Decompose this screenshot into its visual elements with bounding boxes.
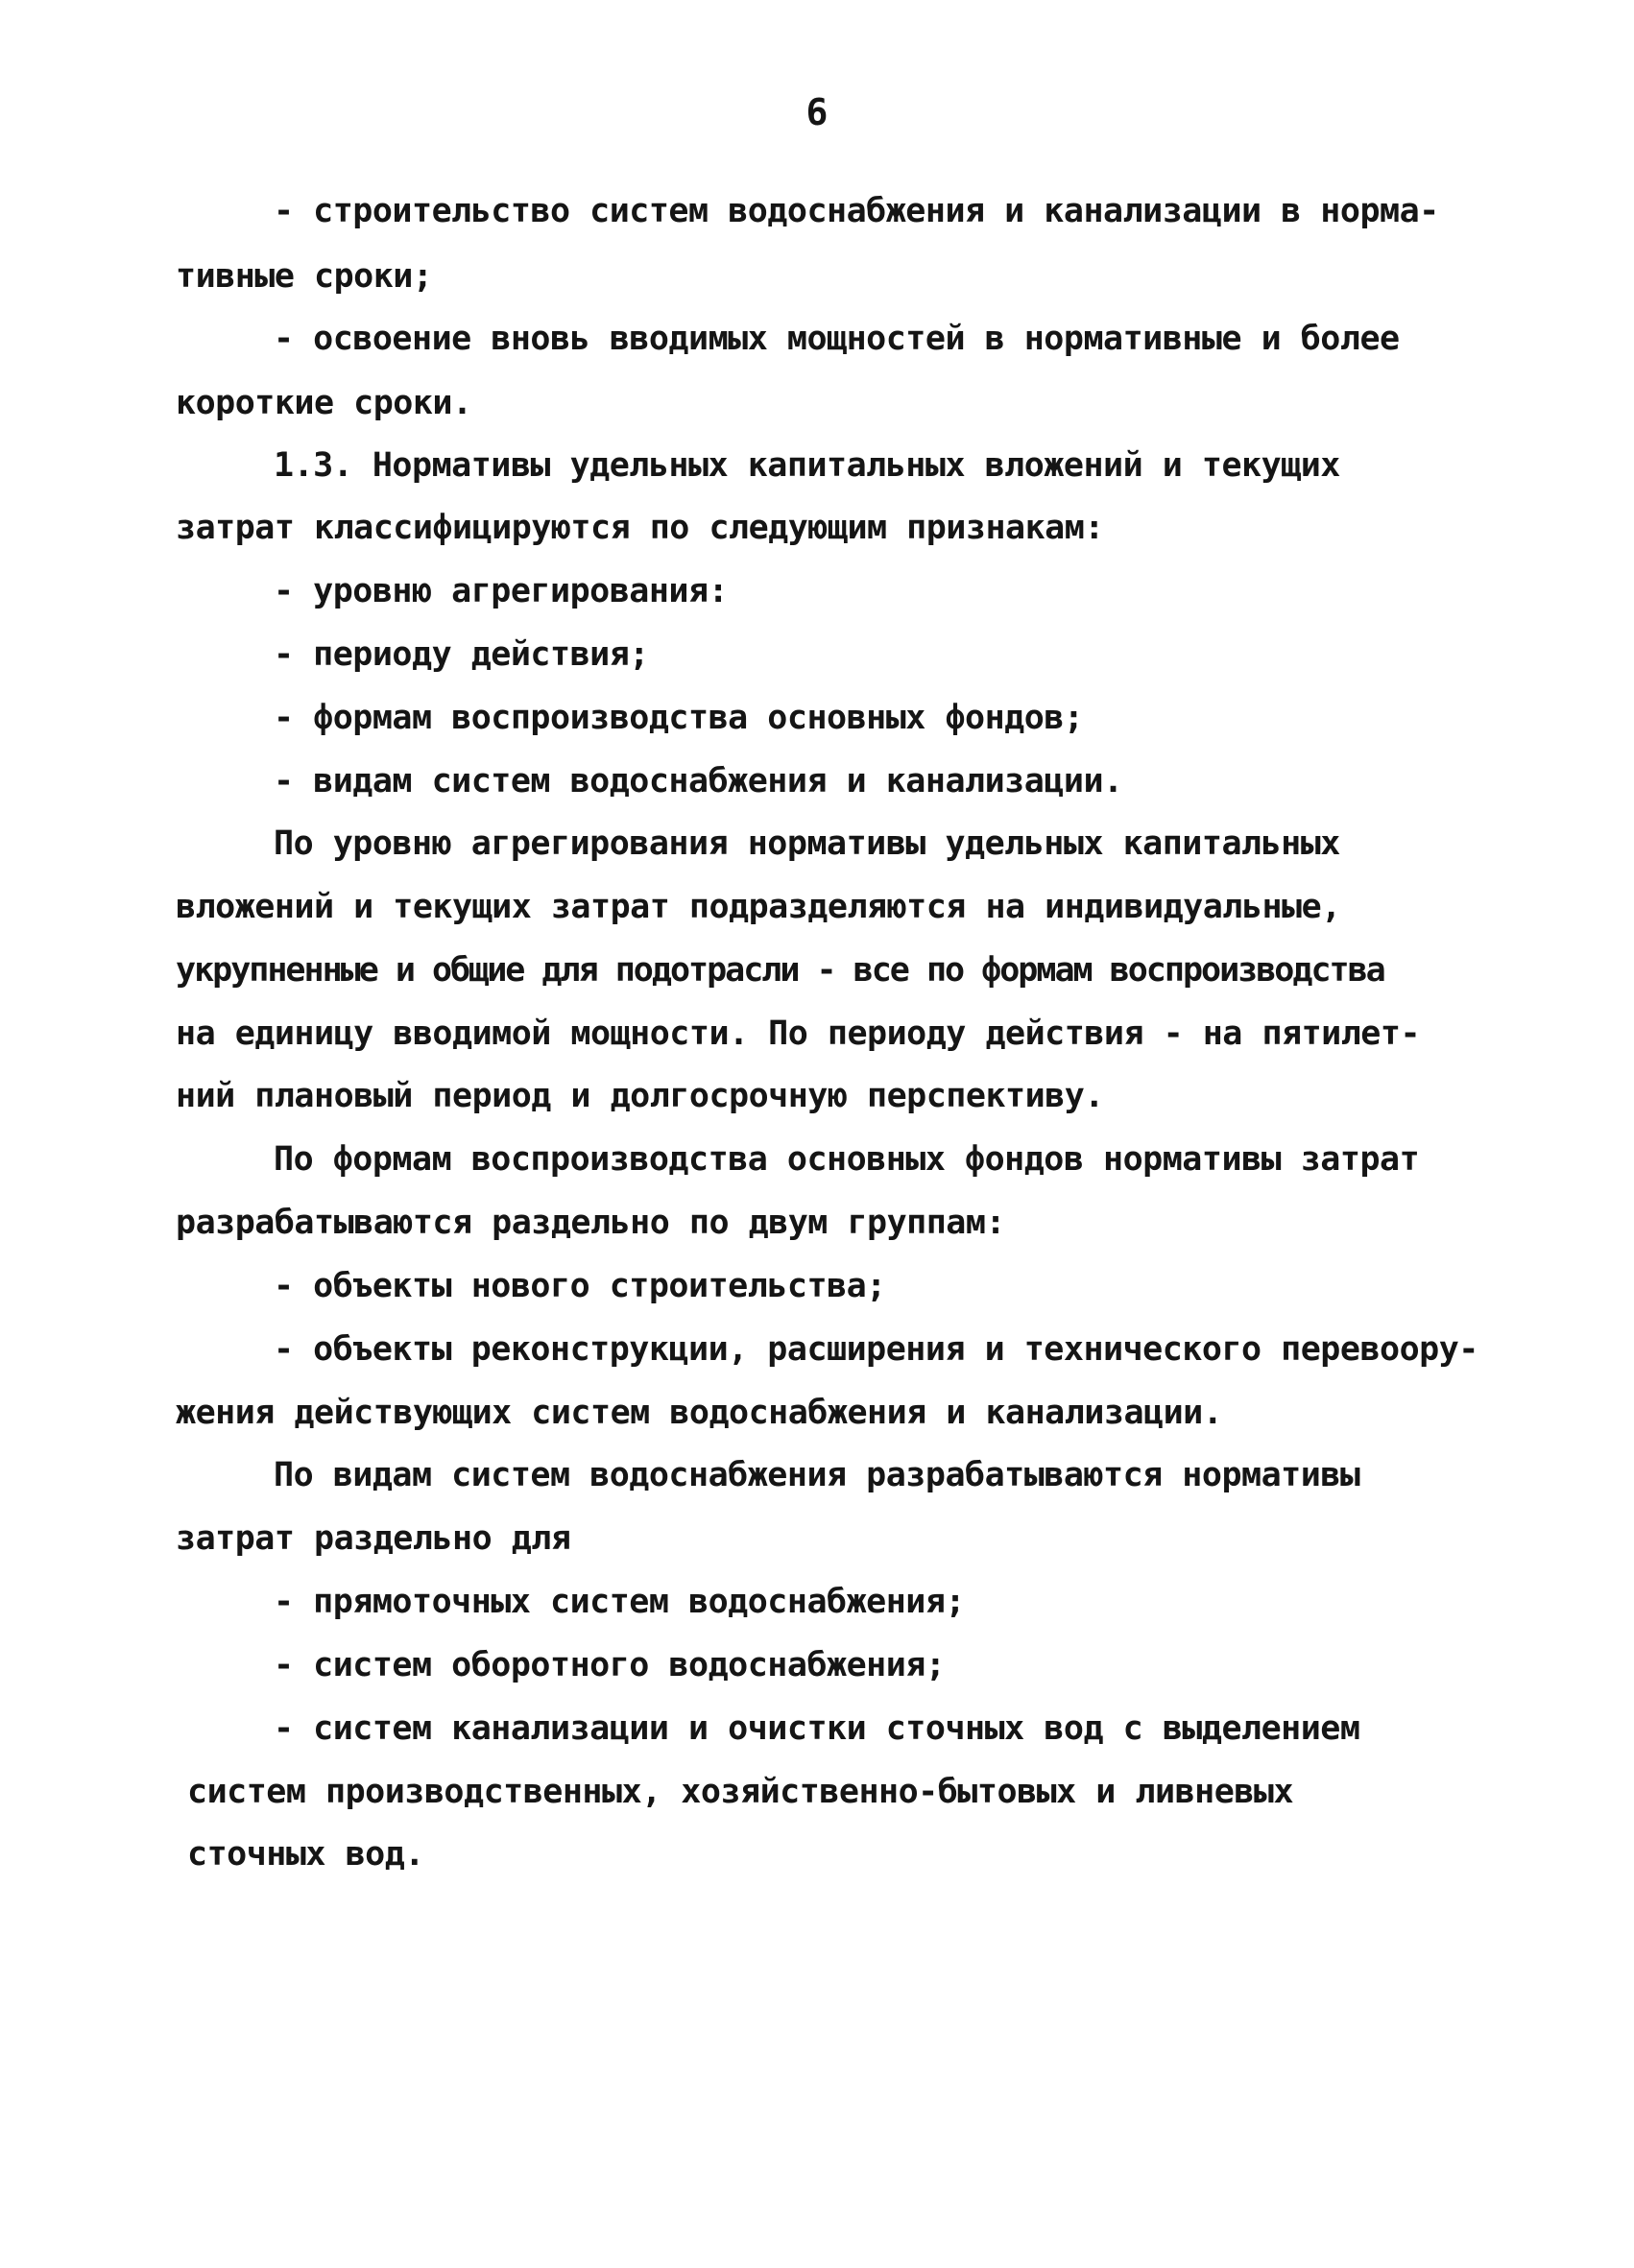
- text-line: ний плановый период и долгосрочную перспективу.: [176, 1077, 1104, 1115]
- text-line: укрупненные и общие для подотрасли - все по формам воспроизводства: [176, 951, 1384, 990]
- text-line: затрат раздельно для: [176, 1519, 571, 1558]
- text-line: короткие сроки.: [176, 384, 472, 422]
- text-line: тивные сроки;: [176, 257, 433, 296]
- text-line: - строительство систем водоснабжения и канализации в норма-: [274, 192, 1439, 230]
- text-line: - объекты реконструкции, расширения и технического перевоору-: [274, 1330, 1478, 1369]
- text-line: - объекты нового строительства;: [274, 1267, 886, 1305]
- text-line: разрабатываются раздельно по двум группам:: [176, 1204, 1006, 1242]
- text-line: - видам систем водоснабжения и канализации.: [274, 762, 1123, 800]
- text-line: По видам систем водоснабжения разрабатываются нормативы: [274, 1456, 1360, 1494]
- page-number: 6: [805, 91, 829, 133]
- text-line: - систем оборотного водоснабжения;: [274, 1646, 946, 1684]
- text-line: вложений и текущих затрат подразделяются на индивидуальные,: [176, 888, 1341, 926]
- text-line: на единицу вводимой мощности. По периоду действия - на пятилет-: [176, 1015, 1421, 1053]
- text-line: жения действующих систем водоснабжения и канализации.: [176, 1394, 1223, 1432]
- text-line: - систем канализации и очистки сточных вод с выделением: [274, 1709, 1360, 1748]
- text-line: затрат классифицируются по следующим признакам:: [176, 509, 1104, 547]
- text-line: - формам воспроизводства основных фондов;: [274, 699, 1084, 737]
- text-line: сточных вод.: [187, 1835, 424, 1874]
- text-line: По уровню агрегирования нормативы удельных капитальных: [274, 824, 1340, 863]
- text-line: - уровню агрегирования:: [274, 572, 729, 610]
- text-line: По формам воспроизводства основных фондов нормативы затрат: [274, 1140, 1420, 1179]
- text-line: - периоду действия;: [274, 635, 649, 674]
- text-line: - прямоточных систем водоснабжения;: [274, 1583, 966, 1621]
- text-line: систем производственных, хозяйственно-бытовых и ливневых: [187, 1773, 1294, 1811]
- text-line: - освоение вновь вводимых мощностей в нормативные и более: [274, 320, 1400, 358]
- text-line: 1.3. Нормативы удельных капитальных вложений и текущих: [274, 446, 1340, 485]
